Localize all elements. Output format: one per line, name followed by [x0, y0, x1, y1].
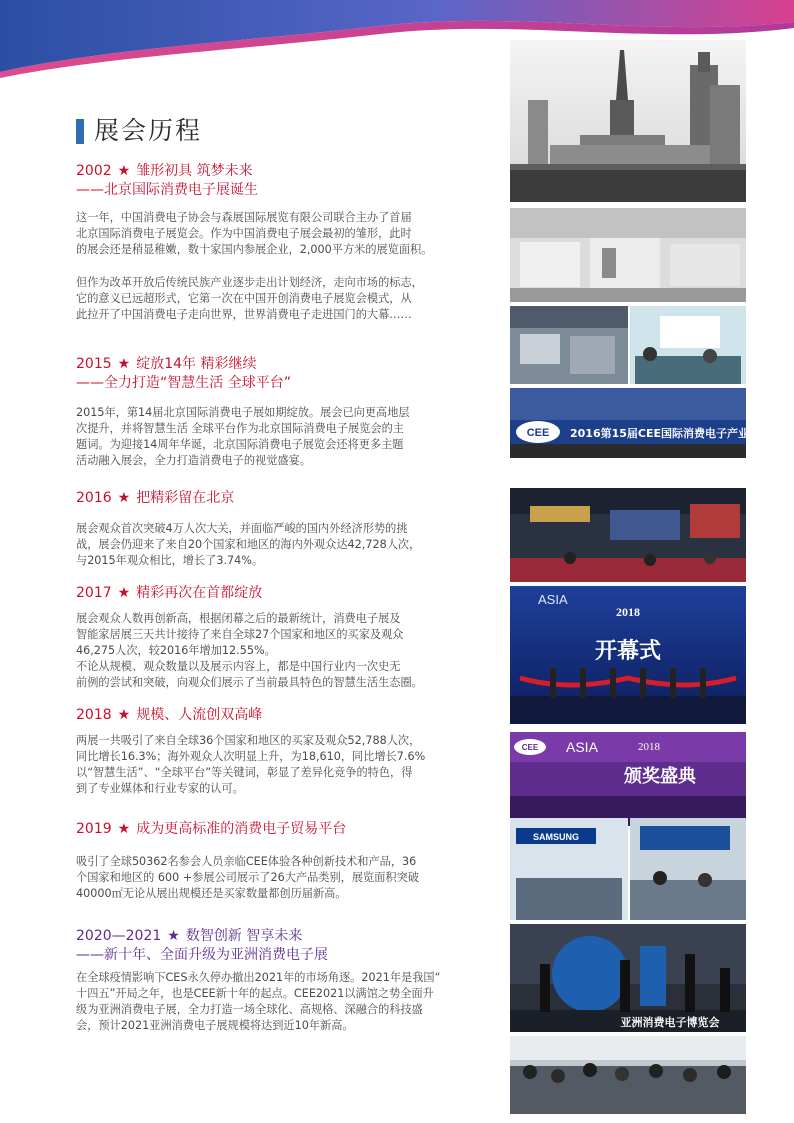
entry-paragraph: 吸引了全球50362名参会人员亲临CEE体验各种创新技术和产品，36 个国家和地区的 600 +参展公司展示了26大产品类别，展览面积突破 40000㎡无论从展出规模还是买家数量都创历届新高。	[76, 855, 419, 900]
entry-subtitle: ——北京国际消费电子展诞生	[76, 182, 258, 198]
entry-year: 2019	[76, 821, 112, 837]
entry-heading-2016	[76, 489, 234, 508]
entry-paragraph: 2015年，第14届北京国际消费电子展如期绽放。展会已向更高地层 次提升，并将智慧生活 全球平台作为北京国际消费电子展览会的主 题词。为迎接14周年华诞，北京国际消费电子展览会还将更多主题 活动融入展会，全力打造消费电子的视觉盛宴。	[76, 406, 410, 467]
entry-subtitle: ——全力打造“智慧生活 全球平台”	[76, 375, 291, 391]
awards-logo-text: CEE	[521, 743, 539, 752]
star-icon: ★	[117, 356, 131, 372]
banner-logo-text: CEE	[526, 427, 550, 439]
banner-text: 2016第15届CEE国际消费电子产业博览会	[570, 427, 783, 440]
ceremony-year-text: 2018	[616, 605, 640, 619]
star-icon: ★	[117, 585, 131, 601]
entry-title: 数智创新 智享未来	[185, 928, 303, 944]
entry-paragraph: 这一年，中国消费电子协会与森展国际展览有限公司联合主办了首届 北京国际消费电子展览会。作为中国消费电子展会最初的雏形，此时 的展会还是稍显稚嫩，数十家国内参展企业，2,000平方米的展览面积。	[76, 211, 433, 256]
entry-year: 2020—2021	[76, 928, 162, 944]
entry-year: 2017	[76, 585, 112, 601]
photo-hall-booths	[510, 208, 746, 302]
section-title: 展会历程	[76, 116, 202, 146]
star-icon: ★	[167, 928, 180, 944]
star-icon: ★	[117, 821, 131, 837]
photo-cee-2016-banner	[510, 388, 783, 458]
entry-title: 精彩再次在首都绽放	[136, 585, 263, 601]
entry-paragraph: 两展一共吸引了来自全球36个国家和地区的买家及观众52,788人次， 同比增长16.3%；海外观众人次明显上升，为18,610，同比增长7.6% 以“智慧生活”、“全球平台”等关键词，彰显了差异化竞争的特色，得 到了专业媒体和行业专家的认可。	[76, 734, 426, 795]
entry-title: 规模、人流创双高峰	[136, 707, 263, 723]
entry-title: 绽放14年 精彩继续	[136, 356, 257, 372]
entry-heading-2018	[76, 706, 262, 725]
star-icon: ★	[117, 490, 131, 506]
ceremony-top-text: ASIA	[538, 592, 568, 607]
entry-year: 2018	[76, 707, 112, 723]
entry-subtitle: ——新十年、全面升级为亚洲消费电子展	[76, 947, 328, 963]
photo-booths-2019	[510, 818, 746, 920]
star-icon: ★	[117, 163, 131, 179]
star-icon: ★	[117, 707, 131, 723]
photo-expo-booths-pair	[510, 306, 746, 384]
photo-opening-ceremony-2018	[510, 586, 746, 724]
entry-paragraph: 展会观众人数再创新高，根据闭幕之后的最新统计，消费电子展及 智能家居展三天共计接待了来自全球27个国家和地区的买家及观众 46,275人次，较2016年增加12.55%。 不论从规模、观众数量以及展示内容上，都是中国行业内一次史无 前例的尝试和突破，向观众们展示了当前最具特色的智慧生活生态圈。	[76, 612, 423, 689]
entry-heading-2020-2021	[76, 927, 328, 965]
entry-paragraph: 但作为改革开放后传统民族产业逐步走出计划经济，走向市场的标志， 它的意义已远超形式，它第一次在中国开创消费电子展览会模式，从 此拉开了中国消费电子走向世界，世界消费电子走进国门的大幕……	[76, 276, 423, 321]
ceremony-headline: 开幕式	[594, 639, 662, 664]
sculpture-banner-text: 亚洲消费电子博览会	[620, 1016, 720, 1029]
entry-year: 2016	[76, 490, 112, 506]
booth-text: SAMSUNG	[532, 832, 580, 842]
entry-heading-2015	[76, 355, 291, 393]
entry-title: 雏形初具 筑梦未来	[136, 163, 253, 179]
photo-crowd	[510, 1036, 746, 1114]
entry-paragraph: 在全球疫情影响下CES永久停办撤出2021年的市场角逐。2021年是我国“ 十四五”开局之年，也是CEE新十年的起点。CEE2021以满馆之势全面升 级为亚洲消费电子展，全力打造一场全球化、高规格、深融合的科技盛 会，预计2021亚洲消费电子展规模将达到近10年新高。	[76, 971, 441, 1032]
entry-heading-2019	[76, 820, 346, 839]
photo-expo-floor-2016	[510, 488, 746, 582]
entry-year: 2002	[76, 163, 112, 179]
entry-paragraph: 展会观众首次突破4万人次大关，并面临严峻的国内外经济形势的挑 战，展会仍迎来了来自20个国家和地区的海内外观众达42,728人次， 与2015年观众相比，增长了3.74%。	[76, 522, 421, 567]
photo-awards-ceremony-2018	[510, 732, 746, 826]
awards-headline: 颁奖盛典	[624, 766, 696, 787]
photo-exhibition-hall	[510, 40, 746, 202]
entry-title: 把精彩留在北京	[136, 490, 235, 506]
photo-cee-logo-sculpture	[510, 924, 746, 1032]
entry-title: 成为更高标准的消费电子贸易平台	[136, 821, 347, 837]
entry-heading-2002	[76, 162, 258, 200]
awards-year-text: 2018	[638, 741, 660, 753]
entry-heading-2017	[76, 584, 262, 603]
awards-top-text: ASIA	[566, 739, 598, 755]
entry-year: 2015	[76, 356, 112, 372]
